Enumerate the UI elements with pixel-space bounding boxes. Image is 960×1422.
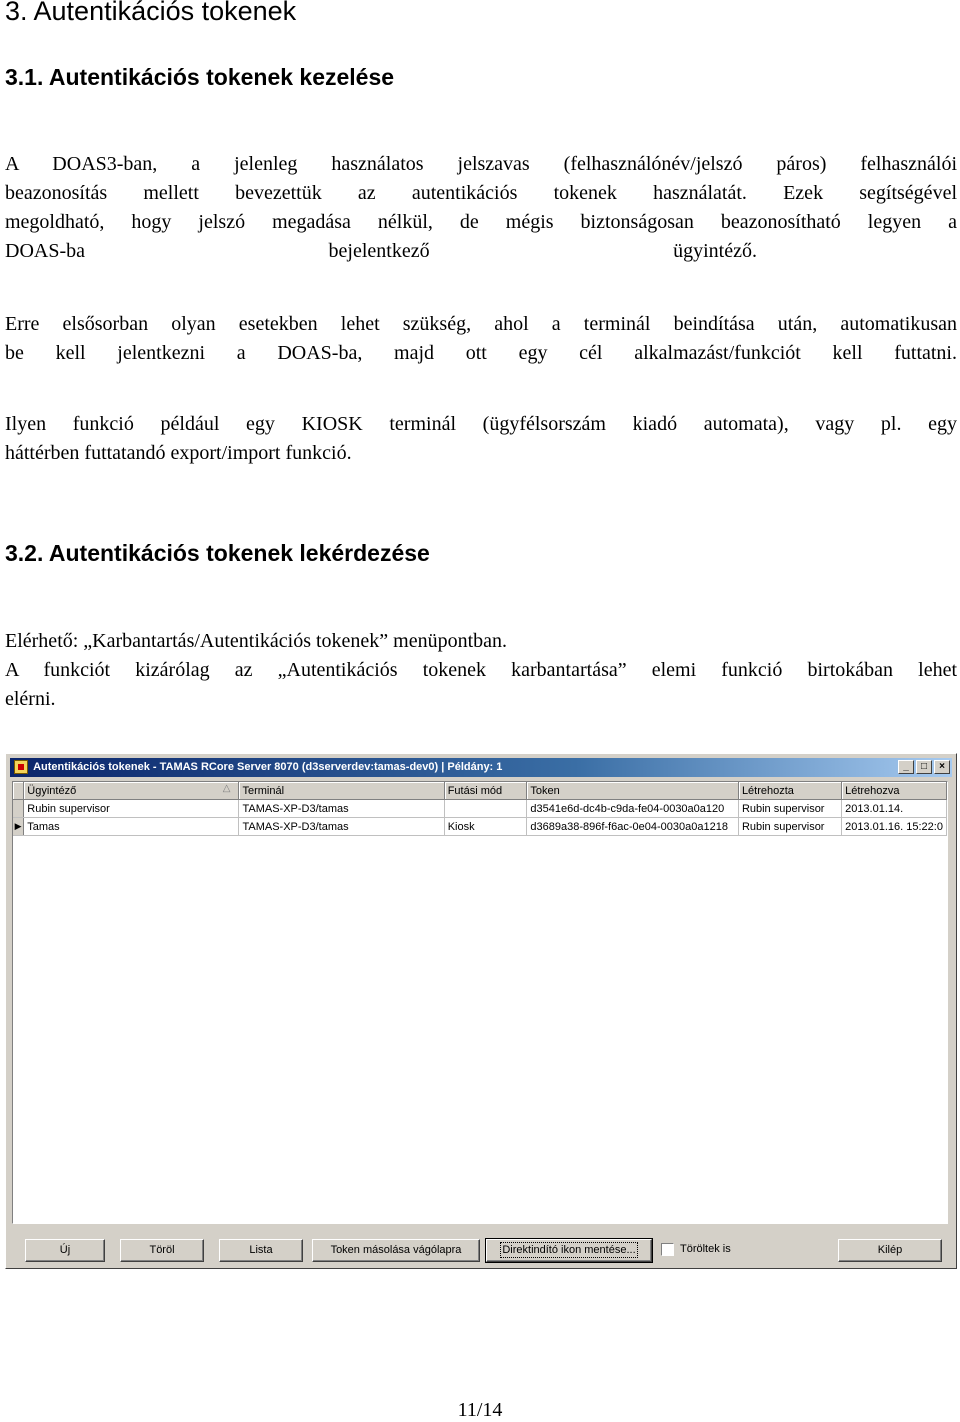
exit-button-label: Kilép [877,1244,903,1256]
paragraph-line: Erre elsősorban olyan esetekben lehet szükség, ahol a terminál beindítása után, automatikusan [5,313,957,335]
copy-token-button-label: Token másolása vágólapra [330,1244,462,1256]
list-button[interactable] [219,1239,303,1262]
table-row[interactable] [13,800,947,818]
cell-futasi-mod[interactable]: Kiosk [444,818,527,836]
paragraph-line: be kell jelentkezni a DOAS-ba, majd ott egy cél alkalmazást/funkciót kell futtatni. [5,342,957,364]
column-header-letrehozva[interactable]: Létrehozva [842,782,947,800]
delete-button[interactable] [120,1239,204,1262]
exit-button[interactable] [838,1239,942,1262]
window-title: Autentikációs tokenek - TAMAS RCore Server 8070 (d3serverdev:tamas-dev0) | Példány: 1 [33,761,503,773]
button-bar [6,1232,956,1262]
cell-token[interactable]: d3541e6d-dc4b-c9da-fe04-0030a0a120 [527,800,739,818]
cell-letrehozva[interactable]: 2013.01.14. [842,800,947,818]
grid-header-row [13,782,947,800]
save-shortcut-button-label: Direktindító ikon mentése... [502,1244,636,1256]
maximize-icon[interactable]: □ [916,760,932,774]
token-window [5,753,957,1269]
cell-ugyintezo[interactable]: Tamas [24,818,239,836]
cell-letrehozva[interactable]: 2013.01.16. 15:22:0 [842,818,947,836]
menu-path-line: Elérhető: „Karbantartás/Autentikációs tokenek” menüpontban. [5,630,508,652]
column-header-token[interactable]: Token [527,782,739,800]
close-icon[interactable]: × [934,760,950,774]
paragraph-line: háttérben futtatandó export/import funkció. [5,442,352,464]
new-button-label: Új [59,1244,71,1256]
row-indicator [13,800,24,818]
column-header-ugyintezo[interactable] [24,782,239,800]
show-deleted-checkbox[interactable] [661,1242,731,1258]
save-shortcut-button[interactable] [486,1239,652,1262]
intro-paragraph [5,150,957,266]
delete-button-label: Töröl [149,1244,175,1256]
cell-letrehozta[interactable]: Rubin supervisor [738,800,841,818]
cell-terminal[interactable]: TAMAS-XP-D3/tamas [239,800,444,818]
paragraph-line: Ilyen funkció például egy KIOSK terminál (ügyfélsorszám kiadó automata), vagy pl. egy [5,413,957,435]
list-button-label: Lista [249,1244,273,1256]
cell-ugyintezo[interactable]: Rubin supervisor [24,800,239,818]
page-number: 11/14 [457,1399,503,1421]
window-controls [896,760,950,775]
copy-token-button[interactable] [312,1239,480,1262]
paragraph-line: A DOAS3-ban, a jelenleg használatos jelszavas (felhasználónév/jelszó páros) felhasználói [5,153,957,175]
checkbox-box[interactable] [661,1243,674,1256]
paragraph-line: beazonosítás mellett bevezettük az autentikációs tokenek használatát. Ezek segítségével [5,182,957,204]
cell-token[interactable]: d3689a38-896f-f6ac-0e04-0030a0a1218 [527,818,739,836]
new-button[interactable] [25,1239,105,1262]
current-row-indicator-icon: ▶ [13,818,24,836]
app-icon [14,760,28,774]
sort-ascending-icon: △ [222,783,231,794]
section-3-1-heading: 3.1. Autentikációs tokenek kezelése [5,64,395,90]
usage-paragraph [5,310,957,368]
cell-terminal[interactable]: TAMAS-XP-D3/tamas [239,818,444,836]
column-header-futasi-mod[interactable]: Futási mód [444,782,527,800]
column-header-label: Ügyintéző [27,784,77,797]
paragraph-line: A funkciót kizárólag az „Autentikációs tokenek karbantartása” elemi funkció birtokában lehet [5,659,957,681]
access-paragraph [5,627,957,714]
token-grid[interactable] [12,781,948,1224]
row-indicator-header [13,782,24,800]
cell-letrehozta[interactable]: Rubin supervisor [738,818,841,836]
paragraph-line: elérni. [5,688,56,710]
cell-futasi-mod[interactable] [444,800,527,818]
table-row[interactable] [13,818,947,836]
column-header-terminal[interactable]: Terminál [239,782,444,800]
paragraph-line: DOAS-ba bejelentkező ügyintéző. [5,240,757,262]
section-3-2-heading: 3.2. Autentikációs tokenek lekérdezése [5,540,430,566]
paragraph-line: megoldható, hogy jelszó megadása nélkül, de mégis biztonságosan beazonosítható legyen a [5,211,957,233]
example-paragraph [5,410,957,468]
chapter-heading: 3. Autentikációs tokenek [5,0,297,26]
minimize-icon[interactable]: _ [898,760,914,774]
window-titlebar[interactable] [10,758,952,777]
show-deleted-label: Töröltek is [680,1243,731,1255]
column-header-letrehozta[interactable]: Létrehozta [738,782,841,800]
